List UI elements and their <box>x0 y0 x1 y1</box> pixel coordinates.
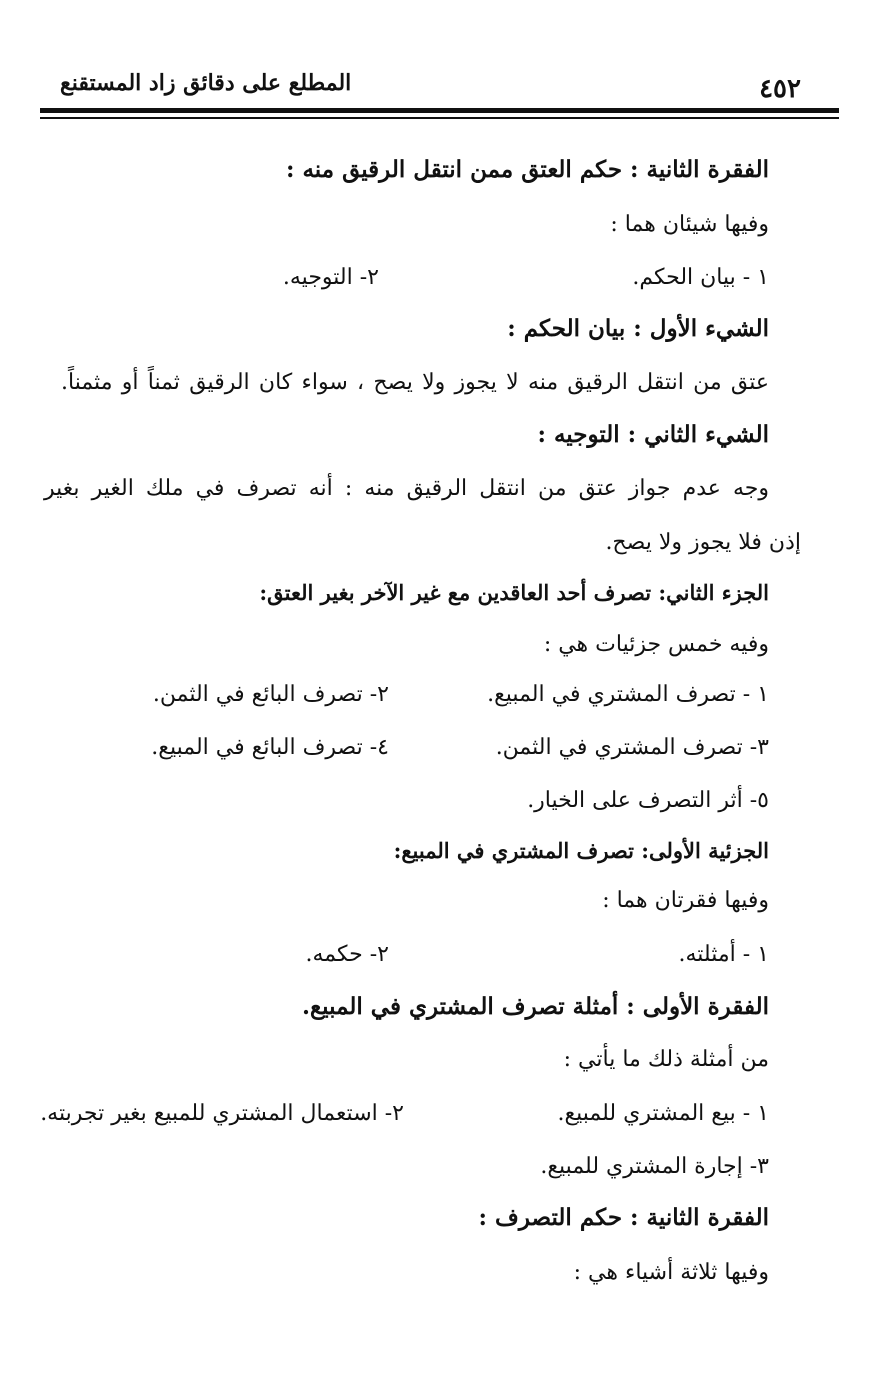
page-header <box>40 66 839 106</box>
section-heading: الفقرة الأولى : أمثلة تصرف المشتري في المبيع. <box>301 993 769 1020</box>
paragraph-line: عتق من انتقل الرقيق منه لا يجوز ولا يصح ، سواء كان الرقيق ثمناً أو مثمناً. <box>61 370 769 395</box>
header-rule-thick <box>40 108 839 113</box>
section-heading: الفقرة الثانية : حكم التصرف : <box>478 1204 769 1231</box>
paragraph-line: وفيها ثلاثة أشياء هي : <box>573 1260 769 1285</box>
section-heading: الفقرة الثانية : حكم العتق ممن انتقل الرقيق منه : <box>285 156 769 183</box>
list-item: ٢- التوجيه. <box>282 265 379 290</box>
list-item: ٢- تصرف البائع في الثمن. <box>152 682 389 707</box>
paragraph-line: وفيها فقرتان هما : <box>602 888 769 913</box>
paragraph-line: من أمثلة ذلك ما يأتي : <box>563 1047 769 1072</box>
running-title: المطلع على دقائق زاد المستقنع <box>60 70 352 96</box>
list-item: ٢- حكمه. <box>305 942 389 967</box>
paragraph-line: وفيه خمس جزئيات هي : <box>543 632 769 657</box>
list-item: ٤- تصرف البائع في المبيع. <box>151 735 389 760</box>
list-item: ٣- تصرف المشتري في الثمن. <box>495 735 769 760</box>
section-heading: الجزء الثاني: تصرف أحد العاقدين مع غير الآخر بغير العتق: <box>259 580 769 605</box>
page-number: ٤٥٢ <box>759 74 801 104</box>
paragraph-line: وفيها شيئان هما : <box>610 212 769 237</box>
section-heading: الشيء الثاني : التوجيه : <box>537 421 769 448</box>
list-item: ٣- إجارة المشتري للمبيع. <box>540 1154 769 1179</box>
list-item: ١ - بيع المشتري للمبيع. <box>557 1101 769 1126</box>
list-item: ٥- أثر التصرف على الخيار. <box>527 788 769 813</box>
section-heading: الشيء الأول : بيان الحكم : <box>507 315 769 342</box>
list-item: ١ - بيان الحكم. <box>632 265 769 290</box>
list-item: ١ - أمثلته. <box>678 942 769 967</box>
list-item: ٢- استعمال المشتري للمبيع بغير تجربته. <box>40 1101 404 1126</box>
section-heading: الجزئية الأولى: تصرف المشتري في المبيع: <box>393 838 769 863</box>
paragraph-line: وجه عدم جواز عتق من انتقل الرقيق منه : أنه تصرف في ملك الغير بغير <box>44 476 769 501</box>
paragraph-line: إذن فلا يجوز ولا يصح. <box>605 530 801 555</box>
header-rule-thin <box>40 117 839 119</box>
list-item: ١ - تصرف المشتري في المبيع. <box>487 682 769 707</box>
